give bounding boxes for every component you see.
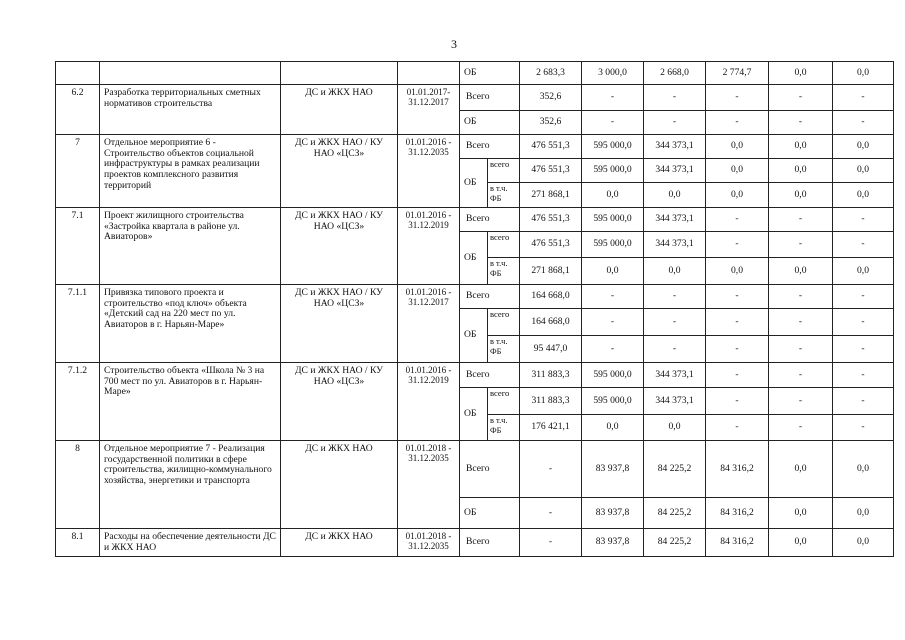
- value-cell: 84 225,2: [644, 441, 706, 498]
- value-cell: 0,0: [833, 529, 894, 557]
- value-cell: -: [644, 309, 706, 336]
- value-cell: 476 551,3: [520, 159, 582, 183]
- description-cell: Строительство объекта «Школа № 3 на 700 мест по ул. Авиаторов в г. Нарьян-Маре»: [100, 363, 281, 441]
- value-cell: 344 373,1: [644, 159, 706, 183]
- value-cell: -: [769, 285, 833, 309]
- item-number-cell: 8: [56, 441, 100, 529]
- table-row: [56, 208, 894, 232]
- value-cell: -: [644, 336, 706, 363]
- subtype-cell: в т.ч. ФБ: [488, 415, 520, 441]
- value-cell: 84 225,2: [644, 529, 706, 557]
- value-cell: 0,0: [644, 415, 706, 441]
- value-cell: -: [769, 388, 833, 415]
- value-cell: 0,0: [582, 183, 644, 208]
- value-cell: -: [833, 232, 894, 258]
- funding-source-cell: Всего: [460, 135, 520, 159]
- value-cell: 271 868,1: [520, 183, 582, 208]
- value-cell: -: [582, 111, 644, 135]
- value-cell: 344 373,1: [644, 232, 706, 258]
- value-cell: -: [833, 415, 894, 441]
- period-cell: 01.01.2016 - 31.12.2035: [398, 135, 460, 208]
- table-row: [56, 529, 894, 557]
- page-number: 3: [451, 37, 457, 51]
- period-cell: 01.01.2018 - 31.12.2035: [398, 441, 460, 529]
- value-cell: -: [833, 285, 894, 309]
- value-cell: -: [769, 85, 833, 111]
- description-cell: Расходы на обеспечение деятельности ДС и ЖКХ НАО: [100, 529, 281, 557]
- value-cell: -: [582, 336, 644, 363]
- value-cell: -: [644, 85, 706, 111]
- funding-source-cell: Всего: [460, 208, 520, 232]
- responsible-cell: ДС и ЖКХ НАО / КУ НАО «ЦСЗ»: [281, 363, 398, 441]
- value-cell: 0,0: [833, 441, 894, 498]
- value-cell: -: [644, 285, 706, 309]
- funding-source-cell: ОБ: [460, 62, 520, 85]
- table-row: [56, 441, 894, 498]
- description-cell: Разработка территориальных сметных нормативов строительства: [100, 85, 281, 135]
- subtype-cell: всего: [488, 159, 520, 183]
- funding-source-cell: Всего: [460, 363, 520, 388]
- value-cell: 0,0: [769, 529, 833, 557]
- subtype-cell: в т.ч. ФБ: [488, 258, 520, 285]
- value-cell: -: [582, 309, 644, 336]
- period-cell: 01.01.2017-31.12.2017: [398, 85, 460, 135]
- value-cell: 2 683,3: [520, 62, 582, 85]
- item-number-cell: 7.1.2: [56, 363, 100, 441]
- table-row: [56, 85, 894, 111]
- program-funding-table: [55, 61, 894, 557]
- value-cell: 0,0: [706, 258, 769, 285]
- funding-source-cell: ОБ: [460, 388, 488, 441]
- value-cell: 476 551,3: [520, 208, 582, 232]
- value-cell: 0,0: [706, 159, 769, 183]
- description-cell: Отдельное мероприятие 7 - Реализация государственной политики в сфере строительства, жилищно-коммунального хозяйства, энергетики и транспорта: [100, 441, 281, 529]
- value-cell: -: [520, 498, 582, 529]
- item-number-cell: 7: [56, 135, 100, 208]
- value-cell: -: [582, 285, 644, 309]
- value-cell: 176 421,1: [520, 415, 582, 441]
- value-cell: 83 937,8: [582, 498, 644, 529]
- value-cell: 344 373,1: [644, 388, 706, 415]
- value-cell: 0,0: [769, 159, 833, 183]
- value-cell: -: [706, 285, 769, 309]
- responsible-cell: ДС и ЖКХ НАО / КУ НАО «ЦСЗ»: [281, 208, 398, 285]
- value-cell: -: [769, 415, 833, 441]
- table-row: [56, 135, 894, 159]
- value-cell: 0,0: [833, 62, 894, 85]
- value-cell: 0,0: [769, 498, 833, 529]
- value-cell: -: [769, 111, 833, 135]
- value-cell: 164 668,0: [520, 285, 582, 309]
- responsible-cell: ДС и ЖКХ НАО / КУ НАО «ЦСЗ»: [281, 285, 398, 363]
- value-cell: -: [706, 232, 769, 258]
- value-cell: 344 373,1: [644, 135, 706, 159]
- value-cell: 0,0: [833, 183, 894, 208]
- table-row: [56, 62, 894, 85]
- value-cell: 0,0: [769, 183, 833, 208]
- funding-source-cell: ОБ: [460, 498, 520, 529]
- value-cell: 271 868,1: [520, 258, 582, 285]
- value-cell: -: [706, 111, 769, 135]
- value-cell: 595 000,0: [582, 135, 644, 159]
- period-cell: [398, 62, 460, 85]
- value-cell: -: [769, 232, 833, 258]
- value-cell: 0,0: [833, 498, 894, 529]
- value-cell: 0,0: [769, 441, 833, 498]
- responsible-cell: ДС и ЖКХ НАО / КУ НАО «ЦСЗ»: [281, 135, 398, 208]
- value-cell: 344 373,1: [644, 363, 706, 388]
- value-cell: -: [520, 441, 582, 498]
- value-cell: -: [769, 336, 833, 363]
- funding-source-cell: ОБ: [460, 309, 488, 363]
- value-cell: -: [582, 85, 644, 111]
- responsible-cell: ДС и ЖКХ НАО: [281, 529, 398, 557]
- item-number-cell: 7.1.1: [56, 285, 100, 363]
- value-cell: 476 551,3: [520, 232, 582, 258]
- value-cell: -: [769, 208, 833, 232]
- subtype-cell: всего: [488, 232, 520, 258]
- value-cell: 0,0: [644, 183, 706, 208]
- value-cell: 352,6: [520, 111, 582, 135]
- value-cell: -: [833, 111, 894, 135]
- value-cell: 476 551,3: [520, 135, 582, 159]
- responsible-cell: ДС и ЖКХ НАО: [281, 85, 398, 135]
- value-cell: 0,0: [833, 159, 894, 183]
- responsible-cell: ДС и ЖКХ НАО: [281, 441, 398, 529]
- value-cell: -: [644, 111, 706, 135]
- value-cell: 83 937,8: [582, 529, 644, 557]
- funding-source-cell: Всего: [460, 529, 520, 557]
- funding-source-cell: ОБ: [460, 232, 488, 285]
- value-cell: 0,0: [833, 258, 894, 285]
- funding-source-cell: ОБ: [460, 111, 520, 135]
- value-cell: 0,0: [769, 62, 833, 85]
- value-cell: -: [706, 363, 769, 388]
- item-number-cell: [56, 62, 100, 85]
- item-number-cell: 6.2: [56, 85, 100, 135]
- value-cell: 0,0: [769, 135, 833, 159]
- value-cell: -: [706, 208, 769, 232]
- period-cell: 01.01.2016 - 31.12.2019: [398, 208, 460, 285]
- description-cell: [100, 62, 281, 85]
- description-cell: Отдельное мероприятие 6 - Строительство объектов социальной инфраструктуры в рамках реализации проектов комплексного развития территорий: [100, 135, 281, 208]
- value-cell: -: [706, 415, 769, 441]
- value-cell: 2 668,0: [644, 62, 706, 85]
- value-cell: -: [833, 85, 894, 111]
- subtype-cell: в т.ч. ФБ: [488, 183, 520, 208]
- value-cell: 83 937,8: [582, 441, 644, 498]
- value-cell: -: [769, 309, 833, 336]
- value-cell: 344 373,1: [644, 208, 706, 232]
- item-number-cell: 8.1: [56, 529, 100, 557]
- funding-source-cell: ОБ: [460, 159, 488, 208]
- value-cell: -: [833, 208, 894, 232]
- value-cell: -: [706, 336, 769, 363]
- period-cell: 01.01.2016 - 31.12.2019: [398, 363, 460, 441]
- value-cell: -: [706, 309, 769, 336]
- period-cell: 01.01.2018 - 31.12.2035: [398, 529, 460, 557]
- value-cell: 0,0: [582, 415, 644, 441]
- value-cell: 84 316,2: [706, 441, 769, 498]
- value-cell: 595 000,0: [582, 159, 644, 183]
- table-row: [56, 363, 894, 388]
- value-cell: 3 000,0: [582, 62, 644, 85]
- value-cell: -: [706, 388, 769, 415]
- value-cell: 0,0: [644, 258, 706, 285]
- value-cell: 595 000,0: [582, 388, 644, 415]
- value-cell: 311 883,3: [520, 363, 582, 388]
- item-number-cell: 7.1: [56, 208, 100, 285]
- value-cell: 0,0: [582, 258, 644, 285]
- value-cell: 84 316,2: [706, 498, 769, 529]
- responsible-cell: [281, 62, 398, 85]
- value-cell: 311 883,3: [520, 388, 582, 415]
- value-cell: -: [833, 388, 894, 415]
- value-cell: -: [833, 363, 894, 388]
- value-cell: 0,0: [706, 183, 769, 208]
- value-cell: 0,0: [833, 135, 894, 159]
- value-cell: 352,6: [520, 85, 582, 111]
- value-cell: -: [706, 85, 769, 111]
- description-cell: Привязка типового проекта и строительство «под ключ» объекта «Детский сад на 220 мест по ул. Авиаторов в г. Нарьян-Маре»: [100, 285, 281, 363]
- value-cell: -: [520, 529, 582, 557]
- value-cell: 164 668,0: [520, 309, 582, 336]
- subtype-cell: в т.ч. ФБ: [488, 336, 520, 363]
- value-cell: 95 447,0: [520, 336, 582, 363]
- value-cell: -: [769, 363, 833, 388]
- funding-source-cell: Всего: [460, 285, 520, 309]
- value-cell: 84 225,2: [644, 498, 706, 529]
- value-cell: 2 774,7: [706, 62, 769, 85]
- funding-source-cell: Всего: [460, 441, 520, 498]
- funding-source-cell: Всего: [460, 85, 520, 111]
- subtype-cell: всего: [488, 309, 520, 336]
- subtype-cell: всего: [488, 388, 520, 415]
- value-cell: 595 000,0: [582, 232, 644, 258]
- value-cell: 595 000,0: [582, 363, 644, 388]
- period-cell: 01.01.2016 - 31.12.2017: [398, 285, 460, 363]
- value-cell: 595 000,0: [582, 208, 644, 232]
- value-cell: 0,0: [706, 135, 769, 159]
- value-cell: -: [833, 309, 894, 336]
- value-cell: -: [833, 336, 894, 363]
- value-cell: 84 316,2: [706, 529, 769, 557]
- value-cell: 0,0: [769, 258, 833, 285]
- description-cell: Проект жилищного строительства «Застройка квартала в районе ул. Авиаторов»: [100, 208, 281, 285]
- table-row: [56, 285, 894, 309]
